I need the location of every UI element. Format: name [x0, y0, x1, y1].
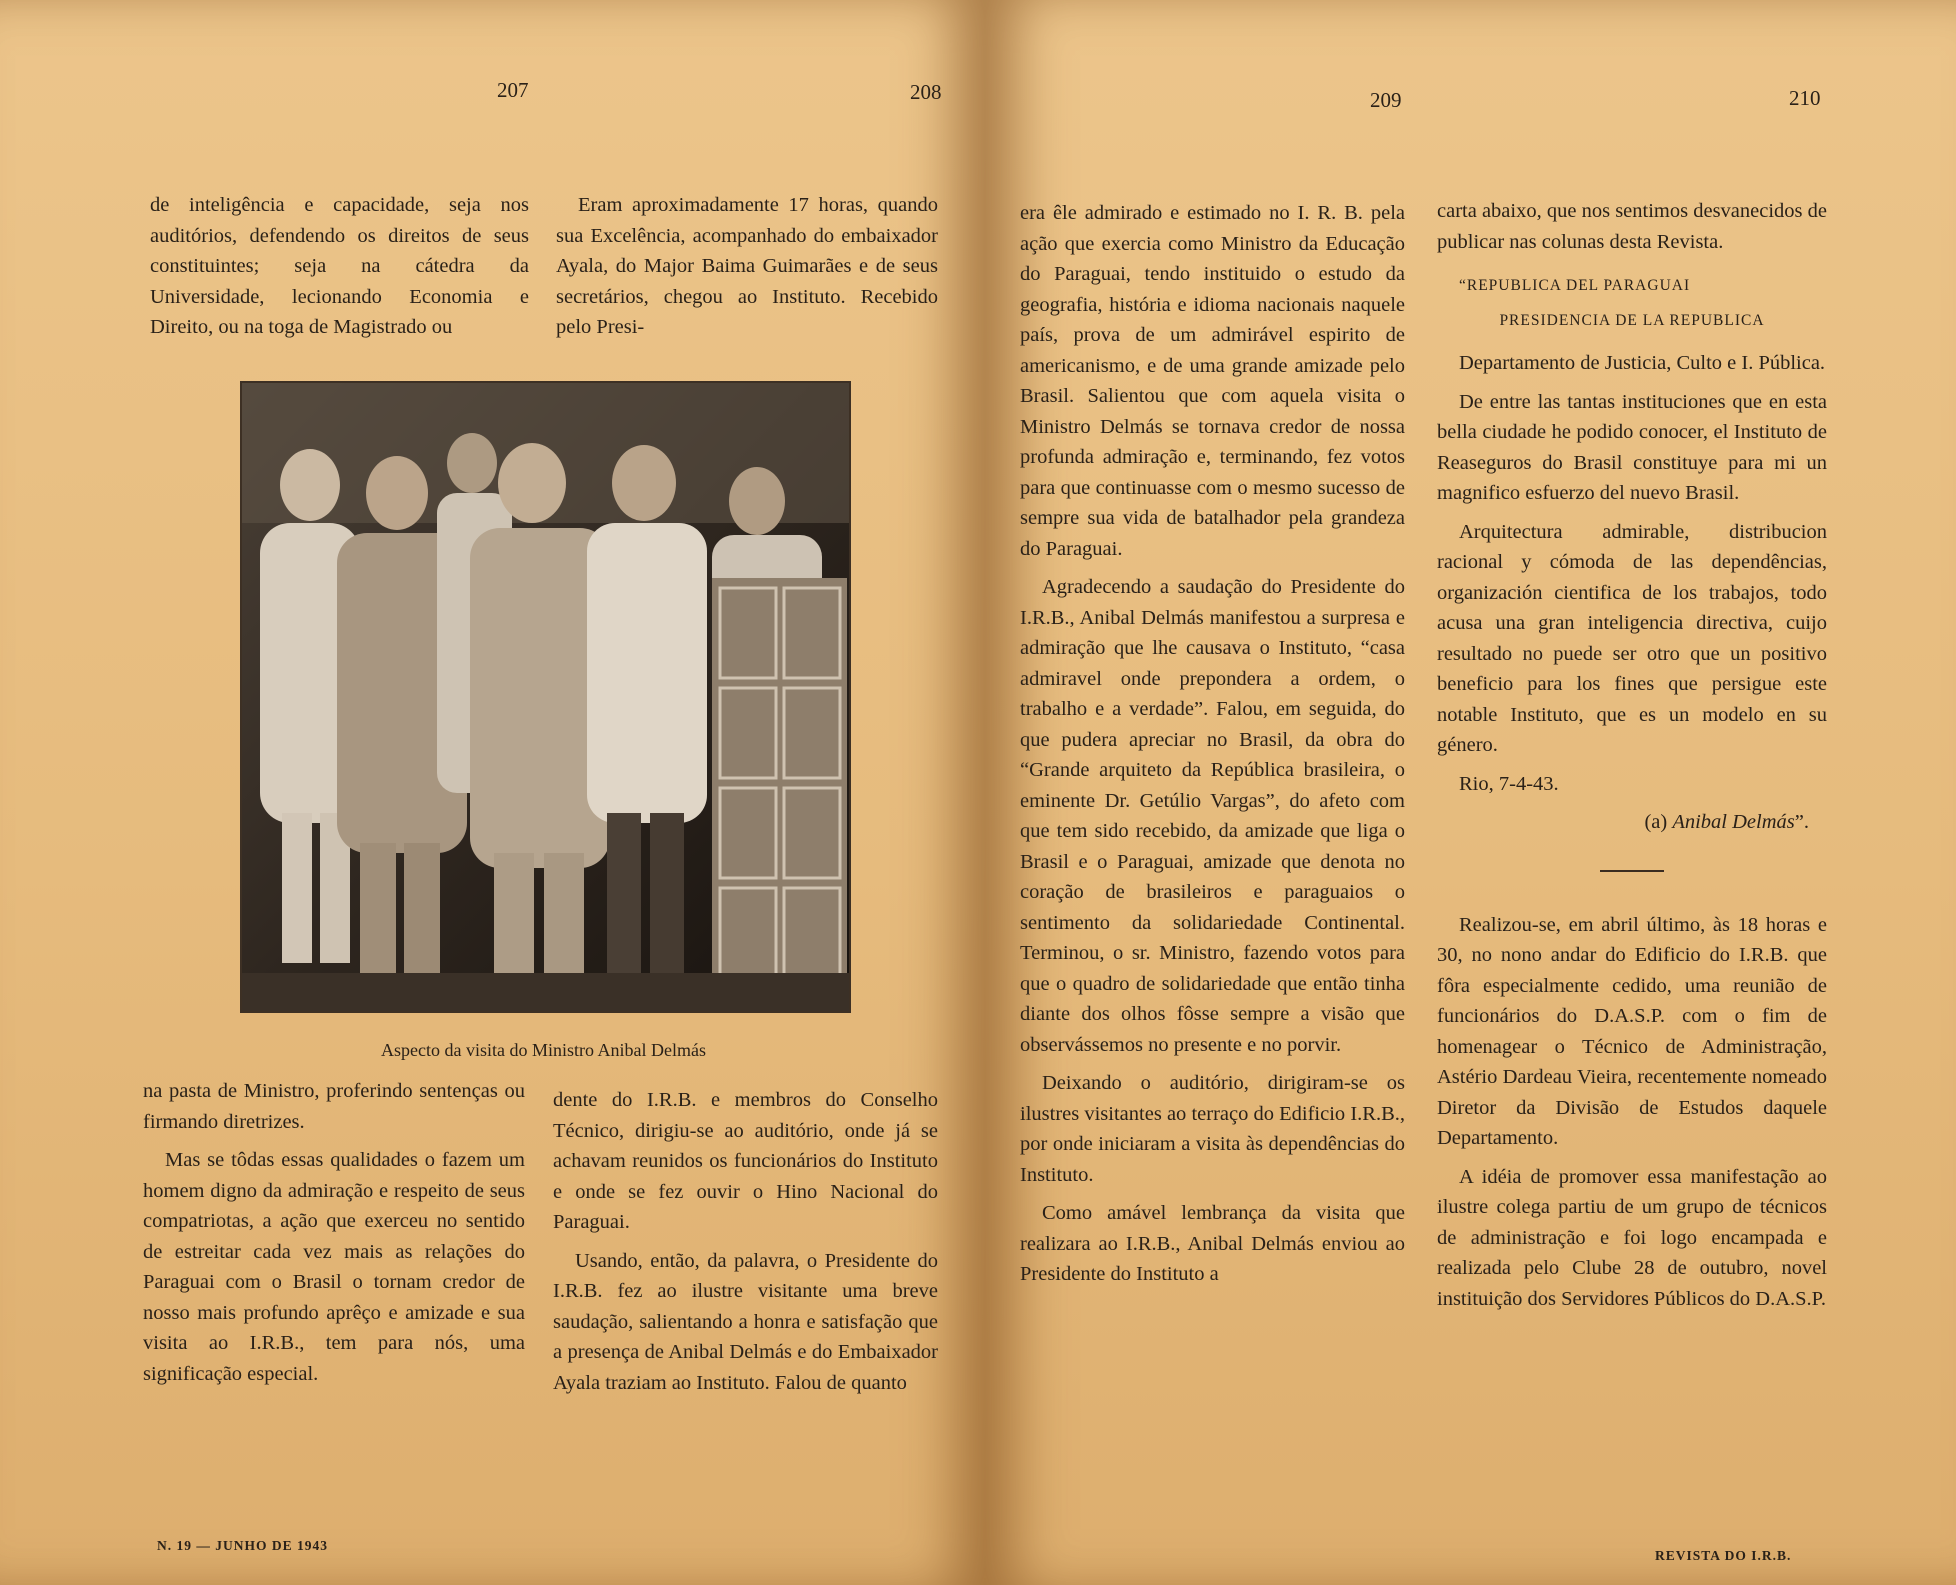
- paragraph: de inteligência e capacidade, seja nos auditórios, defendendo os direitos de seus constituintes; seja na cátedra da Universidade, lecionando Economia e Direito, ou na toga de Magistrado ou: [150, 194, 529, 338]
- paragraph: Eram aproximadamente 17 horas, quando sua Excelência, acompanhado do embaixador Ayala, do Major Baima Guimarães e de seus secretários, chegou ao Instituto. Recebido pelo Presi-: [556, 194, 938, 338]
- page-number-209: 209: [1370, 88, 1402, 112]
- paragraph: carta abaixo, que nos sentimos desvanecidos de publicar nas colunas desta Revista.: [1437, 200, 1827, 253]
- paragraph: Realizou-se, em abril último, às 18 horas e 30, no nono andar do Edificio do I.R.B. que fôra especialmente cedido, uma reunião de funcionários do D.A.S.P. com o fim de homenagear o Técnico de Administração, Astério Dardeau Vieira, recentemente nomeado Diretor da Divisão de Estudos daquele Departamento.: [1437, 913, 1827, 1149]
- letter-paragraph: De entre las tantas instituciones que en esta bella ciudade he podido conocer, el Instituto de Reaseguros do Brasil constituye para mi un magnifico esfuerzo del nuevo Brasil.: [1437, 390, 1827, 504]
- page-number-210: 210: [1789, 86, 1821, 110]
- section-divider: [1600, 870, 1664, 872]
- photograph-visit: [240, 381, 851, 1013]
- letter-paragraph: Arquitectura admirable, distribucion racional y cómoda de las dependências, organización cientifica de los trabajos, todo acusa una gran inteligencia directiva, cuijo resultado no puede ser otro que un positivo beneficio para los fines que persigue este notable Instituto, que es un modelo en su género.: [1437, 520, 1827, 756]
- paragraph: A idéia de promover essa manifestação ao ilustre colega partiu de um grupo de técnicos de administração e foi logo encampada e realizada pelo Clube 28 de outubro, novel instituição dos Servidores Públicos do D.A.S.P.: [1437, 1165, 1827, 1310]
- column-2-top: [556, 190, 938, 343]
- footer-journal: REVISTA DO I.R.B.: [1655, 1548, 1792, 1563]
- column-1-bottom: [143, 1076, 525, 1389]
- photo-caption: Aspecto da visita do Ministro Anibal Delmás: [381, 1040, 706, 1060]
- paragraph: era êle admirado e estimado no I. R. B. pela ação que exercia como Ministro da Educação do Paraguai, tendo instituido o estudo da geografia, história e idioma nacionais naquele país, prova de um admirável espirito de americanismo, e de uma grande amizade pelo Brasil. Salientou que com aquela visita o Ministro Delmás se tornava credor de nossa profunda admiração e, terminando, fez votos para que continuasse com o mesmo sucesso de sempre sua vida de batalhador pela grandeza do Paraguai.: [1020, 202, 1405, 560]
- letter-date: Rio, 7-4-43.: [1459, 772, 1559, 795]
- signature-prefix: (a): [1644, 811, 1668, 833]
- paragraph: Agradecendo a saudação do Presidente do I.R.B., Anibal Delmás manifestou a surpresa e admiração que lhe causava o Instituto, “casa admiravel onde prepondera a ordem, o trabalho e a verdade”. Falou, em seguida, do que pudera apreciar no Brasil, da obra do “Grande arquiteto da República brasileira, o eminente Dr. Getúlio Vargas”, do afeto com que tem sido recebido, da amizade que liga o Brasil e o Paraguai, amizade que denota no coração de brasileiros e paraguaios o sentimento da solidariedade Continental. Terminou, o sr. Ministro, fazendo votos para que o quadro de solidariedade que então tinha diante dos olhos fôsse sempre a visão que observássemos no presente e no porvir.: [1020, 576, 1405, 1056]
- paragraph: dente do I.R.B. e membros do Conselho Técnico, dirigiu-se ao auditório, onde já se achavam reunidos os funcionários do Instituto e onde se fez ouvir o Hino Nacional do Paraguai.: [553, 1089, 938, 1233]
- paragraph: Usando, então, da palavra, o Presidente do I.R.B. fez ao ilustre visitante uma breve saudação, salientando a honra e satisfação que a presença de Anibal Delmás e do Embaixador Ayala traziam ao Instituto. Falou de quanto: [553, 1249, 938, 1394]
- column-2-bottom: [553, 1085, 938, 1398]
- photo-illustration: [242, 383, 849, 1011]
- letter-department: Departamento de Justicia, Culto e I. Pública.: [1459, 352, 1826, 374]
- paragraph: Como amável lembrança da visita que realizara ao I.R.B., Anibal Delmás enviou ao Presidente do Instituto a: [1020, 1202, 1405, 1285]
- signature-suffix: ”.: [1794, 811, 1809, 833]
- signature-name: Anibal Delmás: [1672, 811, 1795, 833]
- right-page: [985, 0, 1956, 1585]
- paragraph: Mas se tôdas essas qualidades o fazem um homem digno da admiração e respeito de seus compatriotas, a ação que exerceu no sentido de estreitar cada vez mais as relações do Paraguai com o Brasil o tornam credor de nosso mais profundo aprêço e amizade e sua visita ao I.R.B., tem para nós, uma significação especial.: [143, 1149, 525, 1385]
- letter-signature: [1437, 807, 1827, 838]
- paragraph: na pasta de Ministro, proferindo sentenças ou firmando diretrizes.: [143, 1080, 525, 1133]
- column-1-top: [150, 190, 529, 343]
- column-4: [1437, 196, 1827, 1314]
- footer-issue: N. 19 — JUNHO DE 1943: [157, 1538, 329, 1553]
- column-3: [1020, 198, 1405, 1290]
- letter-heading-2: PRESIDENCIA DE LA REPUBLICA: [1499, 311, 1765, 329]
- paragraph: Deixando o auditório, dirigiram-se os ilustres visitantes ao terraço do Edificio I.R.B., por onde iniciaram a visita às dependências do Instituto.: [1020, 1072, 1405, 1186]
- letter-heading-1: “REPUBLICA DEL PARAGUAI: [1459, 277, 1691, 294]
- page-number-208: 208: [910, 80, 942, 104]
- page-number-207: 207: [497, 78, 529, 102]
